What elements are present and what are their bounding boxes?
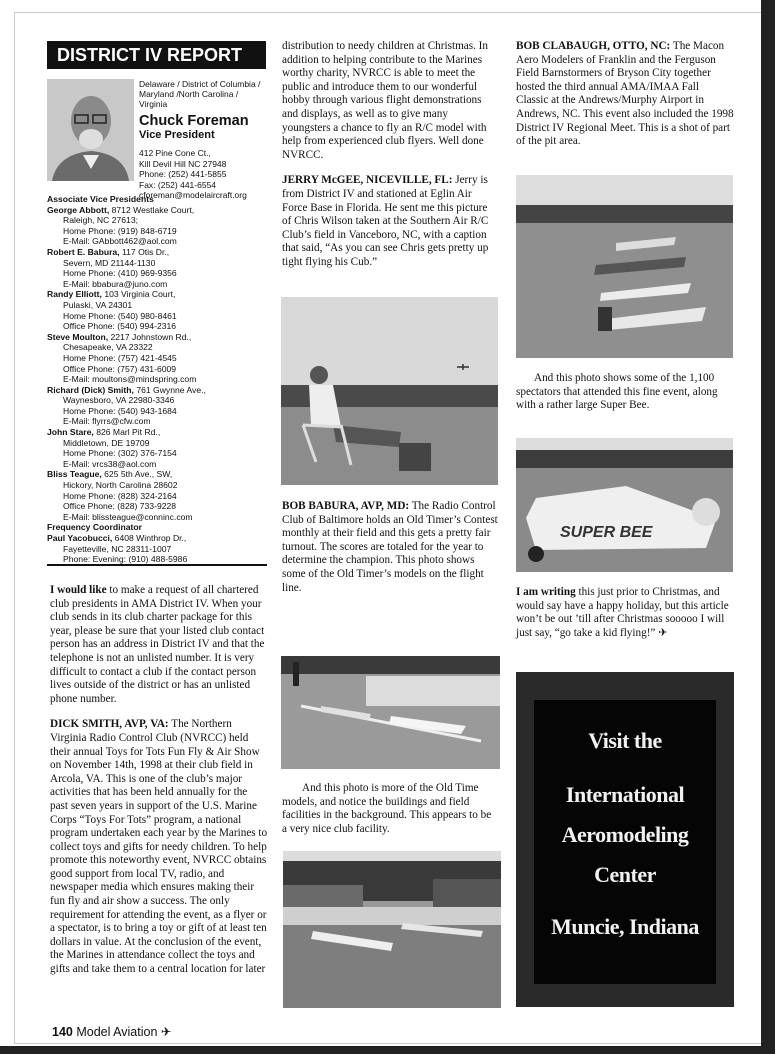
associate-vp-list	[47, 194, 267, 565]
paragraph	[282, 40, 498, 162]
scan-border-right	[761, 0, 775, 1054]
photo-super-bee	[516, 438, 733, 572]
avp-entry	[47, 469, 267, 522]
body-text: The Macon Aero Modelers of Franklin and the Ferguson Field Barnstormers of Bryson City together hosted the third annual AMA/IMAA Fall Classic at the Andrews/Murphy Airport in Andrews, NC. This event also included the 1998 District IV Regional Meet. This is a shot of part of the pit area.	[516, 40, 734, 148]
body-text: The Northern Virginia Radio Control Club (NVRCC) held their annual Toys for Tots Fun Fly & Air Show on November 14th, 1998 at their club field in Arcola, VA. This is one of the club’s major activities that has been held annually for the past seven years in support of the U.S. Marine Corps “Toys For Tots” program, a national program undertaken each year by the Marines to collect toys and gifts for needy children. To help promote this noteworthy event, NVRCC obtains good support from local TV, radio, and newspaper media which ensures making their fun fly and air show a success. The only requirement for attending the event, as a flyer or a spectator, is to bring a toy or gift of at least ten dollars in value. At the conclusion of the event, the Marines in attendance collect the toys and gifts and take them to a central location for later	[50, 718, 268, 976]
avp-name: George Abbott,	[47, 204, 110, 215]
body-text: And this photo is more of the Old Time models, and notice the buildings and field facilities in the background. This appears to be a very nice club facility.	[282, 782, 492, 835]
avp-line: Middletown, DE 19709	[63, 437, 150, 448]
ad-line: Center	[594, 862, 656, 887]
ad-line: Muncie, Indiana	[551, 914, 699, 939]
avp-name: Randy Elliott,	[47, 289, 102, 300]
avp-line: Office Phone: (828) 733-9228	[63, 501, 177, 512]
avp-name: Bliss Teague,	[47, 469, 102, 480]
vp-email[interactable]: cforeman@modelaircraft.org	[139, 190, 247, 200]
photo-pit-area	[516, 175, 733, 358]
column-1	[50, 584, 268, 989]
avp-address: 2217 Johnstown Rd.,	[110, 331, 192, 342]
lead-in: I would like	[50, 584, 107, 596]
ad-panel	[534, 700, 716, 984]
ad-line: International	[565, 782, 685, 807]
avp-line: Home Phone: (410) 969-9356	[63, 268, 177, 279]
vp-fax: Fax: (252) 441-6554	[139, 179, 217, 190]
avp-entry	[47, 289, 267, 331]
lead-in: I am writing	[516, 586, 576, 598]
avp-line: E-Mail: GAbbott462@aol.com	[63, 236, 177, 247]
super-bee-label: SUPER BEE	[560, 524, 653, 541]
paragraph	[516, 586, 734, 640]
avp-entry	[47, 385, 267, 427]
photo-old-timer-models	[281, 636, 500, 769]
avp-line: E-Mail: flyrrs@cfw.com	[63, 416, 151, 427]
magazine-name: Model Aviation	[76, 1025, 158, 1039]
avp-address: 103 Virginia Court,	[104, 289, 176, 300]
photo-club-facility	[283, 851, 501, 1008]
avp-line: E-Mail: bbabura@juno.com	[63, 278, 168, 289]
avp-name: Richard (Dick) Smith,	[47, 384, 134, 395]
paragraph	[50, 584, 268, 706]
paragraph	[516, 40, 734, 149]
avp-address: 6408 Winthrop Dr.,	[114, 533, 187, 543]
vp-name: Chuck Foreman	[139, 113, 249, 129]
avp-line: Raleigh, NC 27613;	[63, 215, 139, 226]
avp-address: 625 5th Ave., SW,	[104, 469, 173, 480]
avp-line: Office Phone: (540) 994-2316	[63, 321, 177, 332]
airplane-icon: ✈	[655, 626, 668, 639]
avp-line: Pulaski, VA 24301	[63, 299, 133, 310]
column-3-bottom	[516, 586, 734, 652]
lead-in: BOB CLABAUGH, OTTO, NC:	[516, 40, 671, 52]
page-footer	[52, 1024, 171, 1039]
avp-entry	[47, 247, 267, 289]
vp-contact	[139, 148, 267, 201]
avp-line: Chesapeake, VA 23322	[63, 342, 153, 353]
airplane-icon: ✈	[160, 1025, 172, 1039]
avp-entry	[47, 332, 267, 385]
paragraph	[516, 372, 734, 413]
vice-president-photo	[47, 79, 134, 181]
body-text: to make a request of all chartered club presidents in AMA District IV. When your club sends in its club charter package for this year, please be sure that your listed club contact person has an address in District IV and that the telephone is not an unlisted number. It is very difficult to contact a club if the contact person lives outside of the district or has an unlisted phone number.	[50, 584, 265, 705]
avp-address: 8712 Westlake Court,	[111, 204, 195, 215]
lead-in: BOB BABURA, AVP, MD:	[282, 500, 410, 512]
vp-phone: Phone: (252) 441-5855	[139, 169, 227, 179]
avp-line: Severn, MD 21144-1130	[63, 257, 156, 268]
column-3-middle	[516, 372, 734, 425]
photo-chris-wilson	[281, 297, 498, 485]
body-text: distribution to needy children at Christmas. In addition to helping contribute to the Marines worthy charity, NVRCC is able to meet the public and introduce them to our wonderful hobby through various flight demonstrations and displays, as well as to give many youngsters a chance to fly an R/C model with help from experienced club flyers. Well done NVRCC.	[282, 40, 489, 161]
lead-in: JERRY McGEE, NICEVILLE, FL:	[282, 174, 453, 187]
vp-address-line: Kill Devil Hill NC 27948	[139, 158, 227, 169]
column-2-bottom	[282, 782, 498, 848]
avp-entry	[47, 205, 267, 247]
avp-line: Home Phone: (540) 943-1684	[63, 405, 177, 416]
paragraph	[50, 718, 268, 976]
body-text: this just prior to Christmas, and would say have a happy holiday, but this article won’t be out ’till after Christmas sooooo I will just say, “go take a kid flying!”	[516, 586, 729, 639]
avp-line: Home Phone: (757) 421-4545	[63, 352, 177, 363]
vp-title: Vice President	[139, 129, 215, 141]
scan-border-bottom	[0, 1046, 775, 1054]
avp-line: E-Mail: vrcs38@aol.com	[63, 458, 157, 469]
avp-line: E-Mail: moultons@mindspring.com	[63, 374, 197, 385]
lead-in: DICK SMITH, AVP, VA:	[50, 718, 169, 731]
avp-line: Hickory, North Carolina 28602	[63, 480, 178, 491]
column-2-top	[282, 40, 498, 282]
avp-line: Home Phone: (302) 376-7154	[63, 448, 177, 459]
body-text: Jerry is from District IV and stationed at Eglin Air Force Base in Florida. He sent me this picture of Chris Wilson taken at the Southern Air R/C Club’s field in Vanceboro, NC, with a caption that said, “As you can see Chris gets pretty up tight flying his Cub.”	[282, 174, 489, 268]
ad-line: Visit the	[588, 728, 662, 753]
avp-line: Fayetteville, NC 28311-1007	[63, 543, 172, 554]
vice-president-info	[139, 79, 267, 201]
ad-line: Aeromodeling	[561, 822, 689, 847]
frequency-coordinator-heading: Frequency Coordinator	[47, 522, 143, 533]
avp-name: Steve Moulton,	[47, 331, 109, 342]
avp-address: 761 Gwynne Ave.,	[136, 384, 206, 395]
page-number: 140	[52, 1025, 73, 1039]
avp-name: Paul Yacobucci,	[47, 533, 113, 543]
avp-address: 826 Marl Pit Rd.,	[96, 427, 161, 438]
body-text: The Radio Control Club of Baltimore holds an Old Timer’s Contest monthly at their field and this gets a pretty fair turnout. The scores are totaled for the year to determine the champion. This photo shows some of the Old Timer’s models on the flight line.	[282, 500, 498, 594]
column-3-top	[516, 40, 734, 161]
iac-advertisement	[516, 672, 734, 1007]
avp-address: 117 Otis Dr.,	[121, 246, 170, 257]
paragraph	[282, 174, 498, 269]
avp-line: Home Phone: (919) 848-6719	[63, 225, 177, 236]
avp-line: Office Phone: (757) 431-6009	[63, 363, 177, 374]
paragraph	[282, 782, 498, 836]
section-header: DISTRICT IV REPORT	[47, 41, 266, 69]
paragraph	[282, 500, 498, 595]
avp-entry	[47, 427, 267, 469]
frequency-coordinator-entry	[47, 533, 267, 565]
avp-line: Waynesboro, VA 22980-3346	[63, 395, 175, 406]
vp-address-line: 412 Pine Cone Ct.,	[139, 148, 211, 158]
body-text: And this photo shows some of the 1,100 spectators that attended this fine event, along with a rather large Super Bee.	[516, 372, 718, 412]
avp-line: E-Mail: blissteague@conninc.com	[63, 511, 193, 522]
avp-name: John Stare,	[47, 427, 94, 438]
section-divider	[47, 564, 267, 566]
avp-name: Robert E. Babura,	[47, 246, 120, 257]
avp-heading: Associate Vice Presidents	[47, 194, 154, 204]
avp-line: Phone: Evening: (910) 488-5986	[63, 554, 188, 565]
avp-line: Home Phone: (828) 324-2164	[63, 490, 177, 501]
avp-line: Home Phone: (540) 980-8461	[63, 310, 177, 321]
column-2-middle	[282, 500, 498, 607]
district-states: Delaware / District of Columbia / Maryland /North Carolina / Virginia	[139, 79, 261, 109]
